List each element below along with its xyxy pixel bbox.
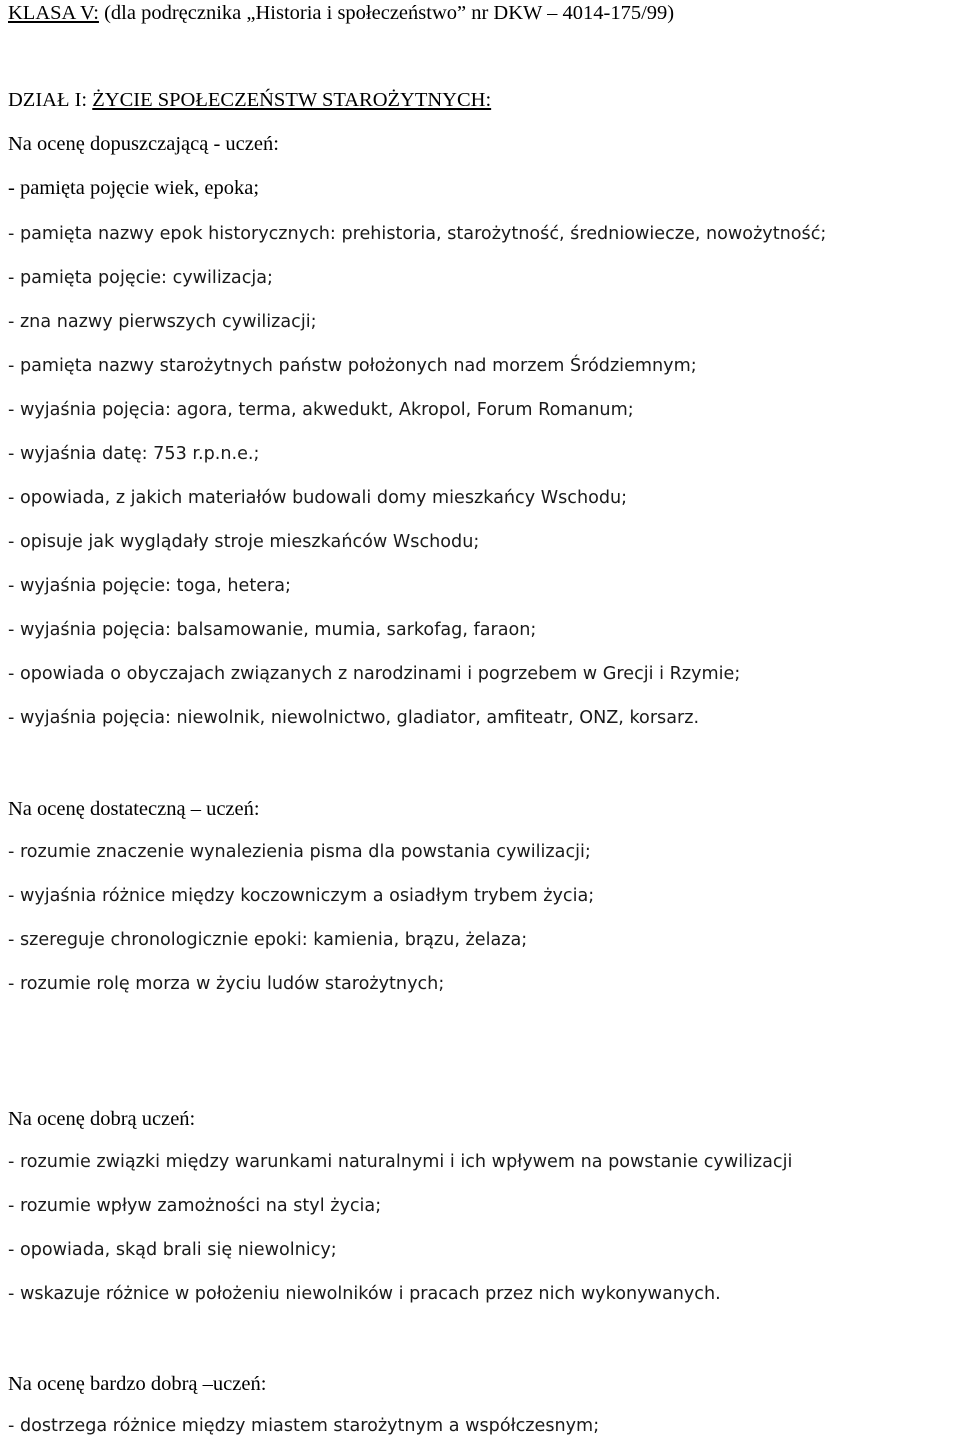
list-item: - opisuje jak wyglądały stroje mieszkańców Wschodu;	[8, 532, 480, 552]
list-item: - opowiada, z jakich materiałów budowali domy mieszkańcy Wschodu;	[8, 488, 628, 508]
list-item: - wyjaśnia pojęcia: agora, terma, akwedukt, Akropol, Forum Romanum;	[8, 400, 634, 420]
heading-bardzo-dobra: Na ocenę bardzo dobrą –uczeń:	[8, 1373, 267, 1395]
list-item: - rozumie związki między warunkami naturalnymi i ich wpływem na powstanie cywilizacji	[8, 1152, 793, 1172]
list-item: - wskazuje różnice w położeniu niewolników i pracach przez nich wykonywanych.	[8, 1284, 721, 1304]
list-item: - pamięta nazwy starożytnych państw położonych nad morzem Śródziemnym;	[8, 356, 697, 376]
list-item: - zna nazwy pierwszych cywilizacji;	[8, 312, 317, 332]
list-item: - rozumie rolę morza w życiu ludów starożytnych;	[8, 974, 445, 994]
list-item: - wyjaśnia pojęcie: toga, hetera;	[8, 576, 291, 596]
list-item: - pamięta pojęcie: cywilizacja;	[8, 268, 273, 288]
list-item: - wyjaśnia pojęcia: balsamowanie, mumia, sarkofag, faraon;	[8, 620, 537, 640]
list-item: - opowiada o obyczajach związanych z narodzinami i pogrzebem w Grecji i Rzymie;	[8, 664, 741, 684]
class-title	[8, 0, 674, 26]
list-item: - dostrzega różnice między miastem starożytnym a współczesnym;	[8, 1416, 600, 1436]
list-item: - pamięta nazwy epok historycznych: prehistoria, starożytność, średniowiecze, nowożytność;	[8, 224, 827, 244]
list-item: - rozumie znaczenie wynalezienia pisma dla powstania cywilizacji;	[8, 842, 591, 862]
heading-dobra: Na ocenę dobrą uczeń:	[8, 1108, 196, 1130]
list-item: - rozumie wpływ zamożności na styl życia;	[8, 1196, 382, 1216]
class-title-rest: (dla podręcznika „Historia i społeczeństwo” nr DKW – 4014-175/99)	[98, 2, 675, 24]
list-item: - opowiada, skąd brali się niewolnicy;	[8, 1240, 337, 1260]
list-item: - szereguje chronologicznie epoki: kamienia, brązu, żelaza;	[8, 930, 528, 950]
list-item: - pamięta pojęcie wiek, epoka;	[8, 177, 260, 199]
list-item: - wyjaśnia pojęcia: niewolnik, niewolnictwo, gladiator, amfiteatr, ONZ, korsarz.	[8, 708, 700, 728]
section-title	[8, 87, 491, 113]
list-item: - wyjaśnia różnice między koczowniczym a osiadłym trybem życia;	[8, 886, 595, 906]
list-item: - wyjaśnia datę: 753 r.p.n.e.;	[8, 444, 260, 464]
class-title-prefix: KLASA V:	[8, 2, 99, 24]
section-title-prefix: DZIAŁ I:	[8, 89, 93, 111]
heading-dostateczna: Na ocenę dostateczną – uczeń:	[8, 798, 260, 820]
heading-dopuszczajaca: Na ocenę dopuszczającą - uczeń:	[8, 133, 279, 155]
section-title-underlined: ŻYCIE SPOŁECZEŃSTW STAROŻYTNYCH:	[92, 89, 492, 111]
